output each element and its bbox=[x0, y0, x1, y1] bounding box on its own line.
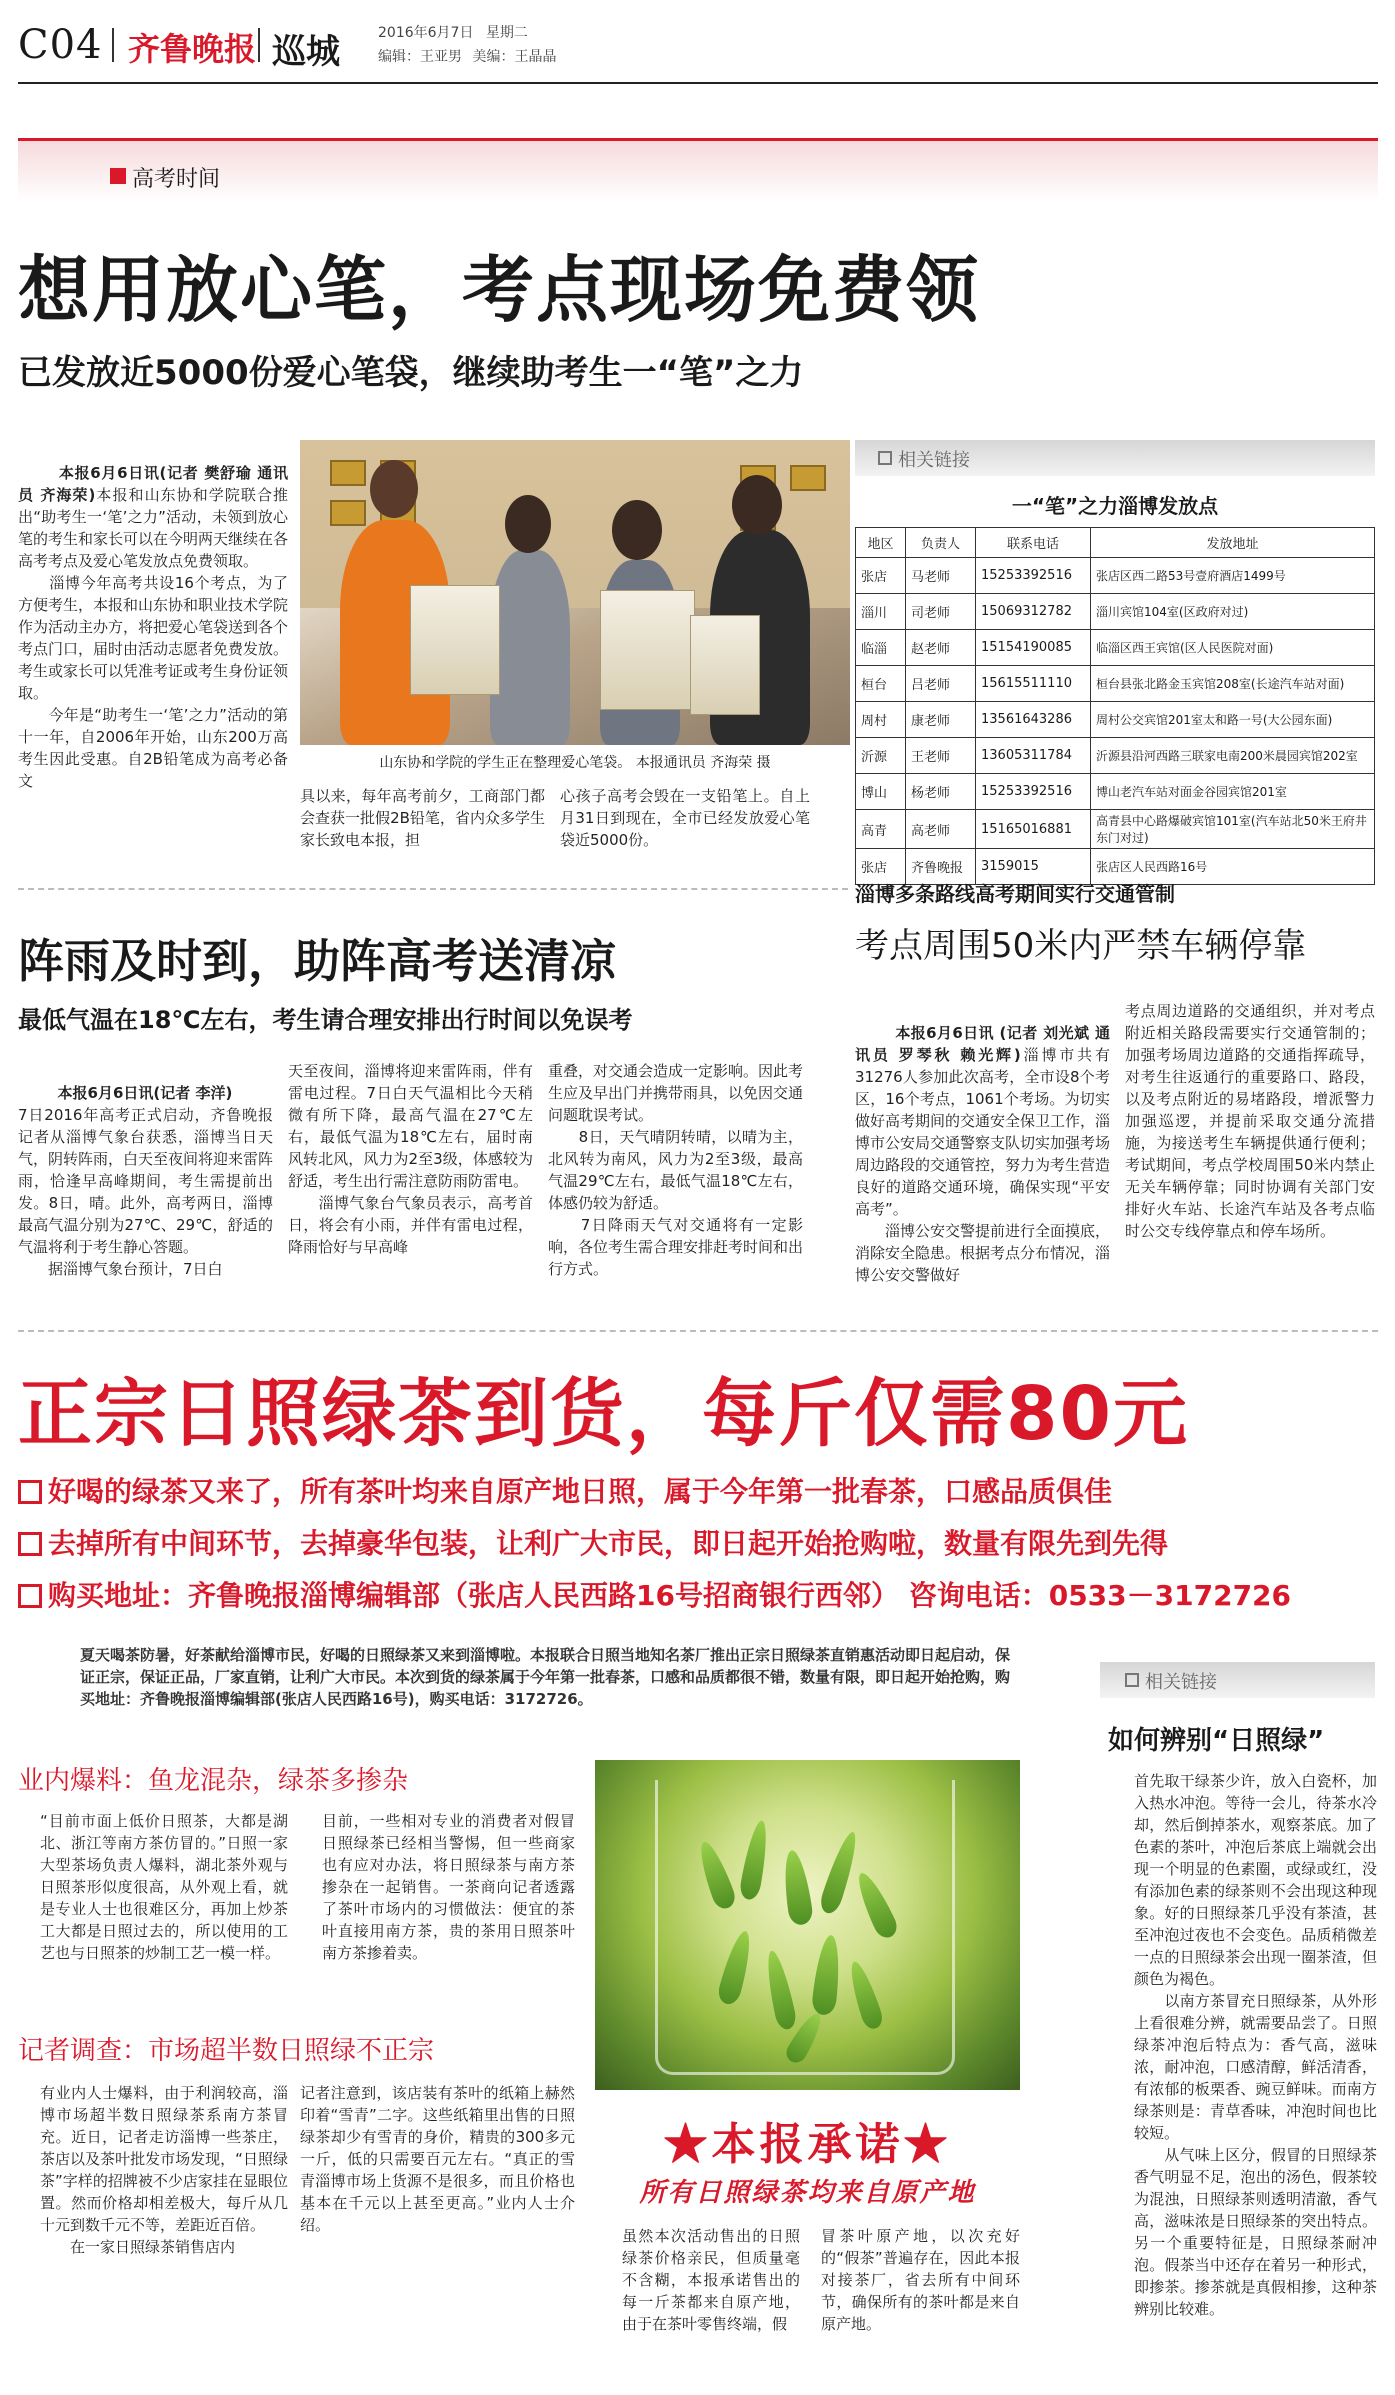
promise-subtitle: 所有日照绿茶均来自原产地 bbox=[639, 2178, 976, 2208]
table-row bbox=[856, 774, 1375, 810]
table-cell: 张店区西二路53号壹府酒店1499号 bbox=[1091, 558, 1375, 594]
tea-section1-column-1: “目前市面上低价日照茶，大都是湖北、浙江等南方茶仿冒的。”日照一家大型茶场负责人爆料，湖北茶外观与日照茶形似度很高，从外观上看，就是专业人士也很难区分，再加上炒茶工大都是日照过去的，所以使用的工艺也与日照茶的炒制工艺一模一样。 bbox=[40, 1812, 288, 1962]
table-cell: 张店 bbox=[856, 849, 906, 885]
table-cell: 张店区人民西路16号 bbox=[1091, 849, 1375, 885]
story2-subhead: 最低气温在18℃左右，考生请合理安排出行时间以免误考 bbox=[18, 1006, 633, 1034]
story1-column-1 bbox=[18, 440, 288, 870]
story1-photo-caption: 山东协和学院的学生正在整理爱心笔袋。 本报通讯员 齐海荣 摄 bbox=[379, 755, 771, 771]
masthead-divider bbox=[112, 28, 114, 62]
story3-col1-text: 淄博市共有31276人参加此次高考，全市设8个考区，16个考点，1061个考场。为切实做好高考期间的交通安全保卫工作，淄博市公安局交通警察支队切实加强考场周边路段的交通管控，努力为考生营造良好的道路交通环境，确保实现“平安高考”。 淄博公安交警提前进行全面摸底，消除安全隐患。根据考点分布情况，淄博公安交警做好 bbox=[855, 1046, 1110, 1284]
story2-lead: 本报6月6日讯(记者 李洋) bbox=[57, 1084, 233, 1102]
story1-column-2: 具以来，每年高考前夕，工商部门都会查获一批假2B铅笔，省内众多学生家长致电本报，担 bbox=[300, 787, 545, 849]
table-cell: 沂源县沿河西路三联家电南200米晨园宾馆202室 bbox=[1091, 738, 1375, 774]
table-cell: 马老师 bbox=[906, 558, 976, 594]
tea-section2-title: 记者调查：市场超半数日照绿不正宗 bbox=[18, 2036, 435, 2066]
story3-column-1 bbox=[855, 1000, 1110, 1318]
story1-col1-text: 本报和山东协和学院联合推出“助考生一‘笔’之力”活动，未领到放心笔的考生和家长可以在今明两天继续在各高考考点及爱心笔发放点免费领取。 淄博今年高考共设16个考点，为了方便考生，本报和山东协和职业技术学院作为活动主办方，将把爱心笔袋送到各个考点门口，届时由活动志愿者免费发放。考生或家长可以凭准考证或考生身份证领取。 今年是“助考生一‘笔’之力”活动的第十一年，自2006年开始，山东200万高考生因此受惠。自2B铅笔成为高考必备文 bbox=[18, 486, 288, 790]
story3-column-2: 考点周边道路的交通组织，并对考点附近相关路段需要实行交通管制的；加强考场周边道路的交通指挥疏导，对考生往返通行的重要路口、路段，以及考点附近的易堵路段，增派警力加强巡逻，并提前采取交通分流措施，为接送考生车辆提供通行便利；考试期间，考点学校周围50米内禁止无关车辆停靠；同时协调有关部门安排好火车站、长途汽车站及各考点临时公交专线停靠点和停车场所。 bbox=[1125, 1002, 1375, 1240]
story3-headline: 考点周围50米内严禁车辆停靠 bbox=[855, 926, 1307, 966]
table-cell: 周村 bbox=[856, 702, 906, 738]
story1-column-3: 心孩子高考会毁在一支铅笔上。自上月31日到现在，全市已经发放爱心笔袋近5000份。 bbox=[560, 787, 810, 849]
section-name: 巡城 bbox=[272, 32, 340, 72]
checkbox-icon bbox=[18, 1532, 42, 1556]
table-cell: 高青 bbox=[856, 810, 906, 849]
table-cell: 杨老师 bbox=[906, 774, 976, 810]
table-header-row bbox=[856, 528, 1375, 558]
table-cell: 3159015 bbox=[976, 849, 1091, 885]
table-cell: 司老师 bbox=[906, 594, 976, 630]
kicker-band bbox=[18, 138, 1378, 202]
table-row bbox=[856, 666, 1375, 702]
related-link-tag: 相关链接 bbox=[898, 450, 970, 471]
tea-ad-line bbox=[18, 1470, 1112, 1510]
tea-ad-line-text: 去掉所有中间环节，去掉豪华包装，让利广大市民，即日起开始抢购啦，数量有限先到先得 bbox=[48, 1527, 1169, 1560]
tea-ad-intro: 夏天喝茶防暑，好茶献给淄博市民，好喝的日照绿茶又来到淄博啦。本报联合日照当地知名茶厂推出正宗日照绿茶直销惠活动即日起启动，保证正宗，保证正品，厂家直销，让利广大市民。本次到货的绿茶属于今年第一批春茶，口感和品质都很不错，数量有限，即日起开始抢购，购买地址：齐鲁晚报淄博编辑部(张店人民西路16号)，购买电话：3172726。 bbox=[80, 1646, 1011, 1708]
table-cell: 张店 bbox=[856, 558, 906, 594]
table-row bbox=[856, 630, 1375, 666]
table-header-cell: 联系电话 bbox=[976, 528, 1091, 558]
table-cell: 桓台 bbox=[856, 666, 906, 702]
story3-lead: 本报6月6日讯 (记者 刘光斌 通讯员 罗琴秋 赖光辉) bbox=[855, 1024, 1110, 1064]
story3-kicker: 淄博多条路线高考期间实行交通管制 bbox=[855, 882, 1175, 906]
tea-section1-column-2: 目前，一些相对专业的消费者对假冒日照绿茶已经相当警惕，但一些商家也有应对办法，将日照绿茶与南方茶掺杂在一起销售。一茶商向记者透露了茶叶市场内的习惯做法：便宜的茶叶直接用南方茶，贵的茶用日照茶叶南方茶掺着卖。 bbox=[322, 1812, 575, 1962]
table-cell: 周村公交宾馆201室太和路一号(大公园东面) bbox=[1091, 702, 1375, 738]
table-cell: 15165016881 bbox=[976, 810, 1091, 849]
related-link-icon bbox=[1125, 1673, 1139, 1687]
table-row bbox=[856, 558, 1375, 594]
table-cell: 15069312782 bbox=[976, 594, 1091, 630]
story2-column-2: 天至夜间，淄博将迎来雷阵雨，伴有雷电过程。7日白天气温相比今天稍微有所下降，最高气温在27℃左右，最低气温为18℃左右，届时南风转北风，风力为2至3级，体感较为舒适，考生出行需注意防雨防雷电。 淄博气象台气象员表示，高考首日，将会有小雨，并伴有雷电过程，降雨恰好与早高峰 bbox=[288, 1062, 533, 1256]
kicker-label: 高考时间 bbox=[132, 167, 221, 192]
table-header-cell: 负责人 bbox=[906, 528, 976, 558]
checkbox-icon bbox=[18, 1584, 42, 1608]
masthead-divider bbox=[258, 28, 260, 62]
table-cell: 高青县中心路爆破宾馆101室(汽车站北50米王府井东门对过) bbox=[1091, 810, 1375, 849]
table-row bbox=[856, 810, 1375, 849]
page-number: C04 bbox=[18, 22, 103, 68]
table-cell: 吕老师 bbox=[906, 666, 976, 702]
promise-column-2: 冒茶叶原产地，以次充好的“假茶”普遍存在，因此本报对接茶厂，省去所有中间环节，确保所有的茶叶都是来自原产地。 bbox=[821, 2227, 1020, 2333]
issue-date: 2016年6月7日 星期二 bbox=[378, 25, 528, 41]
section-divider bbox=[18, 888, 848, 890]
newspaper-brand: 齐鲁晚报 bbox=[128, 30, 257, 68]
story1-headline: 想用放心笔，考点现场免费领 bbox=[18, 248, 981, 332]
table-cell: 王老师 bbox=[906, 738, 976, 774]
story1-photo bbox=[300, 440, 850, 745]
table-cell: 淄川 bbox=[856, 594, 906, 630]
table-cell: 赵老师 bbox=[906, 630, 976, 666]
story1-subhead: 已发放近5000份爱心笔袋，继续助考生一“笔”之力 bbox=[18, 353, 804, 393]
table-cell: 博山 bbox=[856, 774, 906, 810]
related-article-text: 首先取干绿茶少许，放入白瓷杯，加入热水冲泡。等待一会儿，待茶水冷却，然后倒掉茶水，观察茶底。加了色素的茶叶，冲泡后茶底上端就会出现一个明显的色素圈，或绿或红，没有添加色素的绿茶则不会出现这种现象。好的日照绿茶几乎没有茶渣，甚至冲泡过夜也不会变色。品质稍微差一点的日照绿茶会出现一圈茶渣，但颜色为褐色。 以南方茶冒充日照绿茶，从外形上看很难分辨，就需要品尝了。日照绿茶冲泡后特点为：香气高，滋味浓，耐冲泡，口感清醇，鲜活清香，有浓郁的板栗香、豌豆鲜味。而南方绿茶则是：青草香味，冲泡时间也比较短。 从气味上区分，假冒的日照绿茶香气明显不足，泡出的汤色，假茶较为混浊，日照绿茶则透明清澈，香气高，滋味浓是日照绿茶的突出特点。另一个重要特征是，日照绿茶耐冲泡。假茶当中还存在着另一种形式，即掺茶。掺茶就是真假相掺，这种茶辨别比较难。 bbox=[1134, 1772, 1377, 2318]
table-cell: 高老师 bbox=[906, 810, 976, 849]
table-cell: 临淄区西王宾馆(区人民医院对面) bbox=[1091, 630, 1375, 666]
related-link-icon bbox=[878, 451, 892, 465]
table-cell: 15615511110 bbox=[976, 666, 1091, 702]
tea-ad-title: 正宗日照绿茶到货，每斤仅需80元 bbox=[18, 1371, 1189, 1457]
tea-section1-title: 业内爆料：鱼龙混杂，绿茶多掺杂 bbox=[18, 1766, 409, 1796]
table-cell: 15154190085 bbox=[976, 630, 1091, 666]
editors-credit: 编辑：王亚男 美编：王晶晶 bbox=[378, 49, 557, 65]
table-row bbox=[856, 594, 1375, 630]
distribution-table bbox=[855, 527, 1375, 885]
table-row bbox=[856, 738, 1375, 774]
tea-ad-line-text: 好喝的绿茶又来了，所有茶叶均来自原产地日照，属于今年第一批春茶，口感品质俱佳 bbox=[48, 1475, 1113, 1508]
table-cell: 桓台县张北路金玉宾馆208室(长途汽车站对面) bbox=[1091, 666, 1375, 702]
ad-divider bbox=[18, 1330, 1378, 1332]
story2-column-1 bbox=[18, 1060, 273, 1318]
tea-ad-line-text: 购买地址：齐鲁晚报淄博编辑部（张店人民西路16号招商银行西邻） 咨询电话：0533－3172726 bbox=[48, 1579, 1292, 1612]
table-header-cell: 地区 bbox=[856, 528, 906, 558]
table-header-cell: 发放地址 bbox=[1091, 528, 1375, 558]
tea-section2-column-1: 有业内人士爆料，由于利润较高，淄博市场超半数日照绿茶系南方茶冒充。近日，记者走访淄博一些茶庄，茶店以及茶叶批发市场发现，“日照绿茶”字样的招牌被不少店家挂在显眼位置。然而价格却相差极大，每斤从几十元到数千元不等，差距近百倍。 在一家日照绿茶销售店内 bbox=[40, 2084, 288, 2256]
promise-title: ★本报承诺★ bbox=[663, 2119, 952, 2170]
tea-ad-line bbox=[18, 1522, 1168, 1562]
masthead-rule bbox=[18, 82, 1378, 84]
table-cell: 博山老汽车站对面金谷园宾馆201室 bbox=[1091, 774, 1375, 810]
checkbox-icon bbox=[18, 1480, 42, 1504]
table-cell: 13605311784 bbox=[976, 738, 1091, 774]
story1-lead: 本报6月6日讯(记者 樊舒瑜 通讯员 齐海荣) bbox=[18, 464, 288, 504]
green-tea-photo bbox=[595, 1760, 1020, 2090]
table-cell: 齐鲁晚报 bbox=[906, 849, 976, 885]
story2-col1-text: 7日2016年高考正式启动，齐鲁晚报记者从淄博气象台获悉，淄博当日天气，阴转阵雨，白天至夜间将迎来雷阵雨，恰逢早高峰期间，考生需提前出发。8日，晴。此外，高考两日，淄博最高气温分别为27℃、29℃，舒适的气温将利于考生静心答题。 据淄博气象台预计，7日白 bbox=[18, 1106, 273, 1278]
story2-headline: 阵雨及时到，助阵高考送清凉 bbox=[18, 934, 616, 988]
table-cell: 13561643286 bbox=[976, 702, 1091, 738]
related-link-tag: 相关链接 bbox=[1145, 1672, 1217, 1693]
distribution-table-title: 一“笔”之力淄博发放点 bbox=[1011, 494, 1219, 518]
table-cell: 15253392516 bbox=[976, 774, 1091, 810]
tea-section2-column-2: 记者注意到，该店装有茶叶的纸箱上赫然印着“雪青”二字。这些纸箱里出售的日照绿茶却少有雪青的身价，精贵的300多元一斤，低的只需要百元左右。“真正的雪青淄博市场上货源不是很多，而且价格也基本在千元以上甚至更高。”业内人士介绍。 bbox=[300, 2084, 575, 2234]
table-cell: 15253392516 bbox=[976, 558, 1091, 594]
related-link-header bbox=[1100, 1662, 1375, 1698]
story2-column-3: 重叠，对交通会造成一定影响。因此考生应及早出门并携带雨具，以免因交通问题耽误考试。 8日，天气晴阴转晴，以晴为主，北风转为南风，风力为2至3级，最高气温29℃左右，最低气温18℃左右，体感仍较为舒适。 7日降雨天气对交通将有一定影响，各位考生需合理安排赶考时间和出行方式。 bbox=[548, 1062, 803, 1278]
table-cell: 沂源 bbox=[856, 738, 906, 774]
table-cell: 临淄 bbox=[856, 630, 906, 666]
kicker-square-icon bbox=[110, 168, 126, 184]
related-article-title: 如何辨别“日照绿” bbox=[1108, 1726, 1325, 1756]
table-cell: 淄川宾馆104室(区政府对过) bbox=[1091, 594, 1375, 630]
table-cell: 康老师 bbox=[906, 702, 976, 738]
table-row bbox=[856, 702, 1375, 738]
tea-ad-line bbox=[18, 1574, 1291, 1614]
promise-column-1: 虽然本次活动售出的日照绿茶价格亲民，但质量毫不含糊，本报承诺售出的每一斤茶都来自原产地，由于在茶叶零售终端，假 bbox=[622, 2227, 800, 2333]
